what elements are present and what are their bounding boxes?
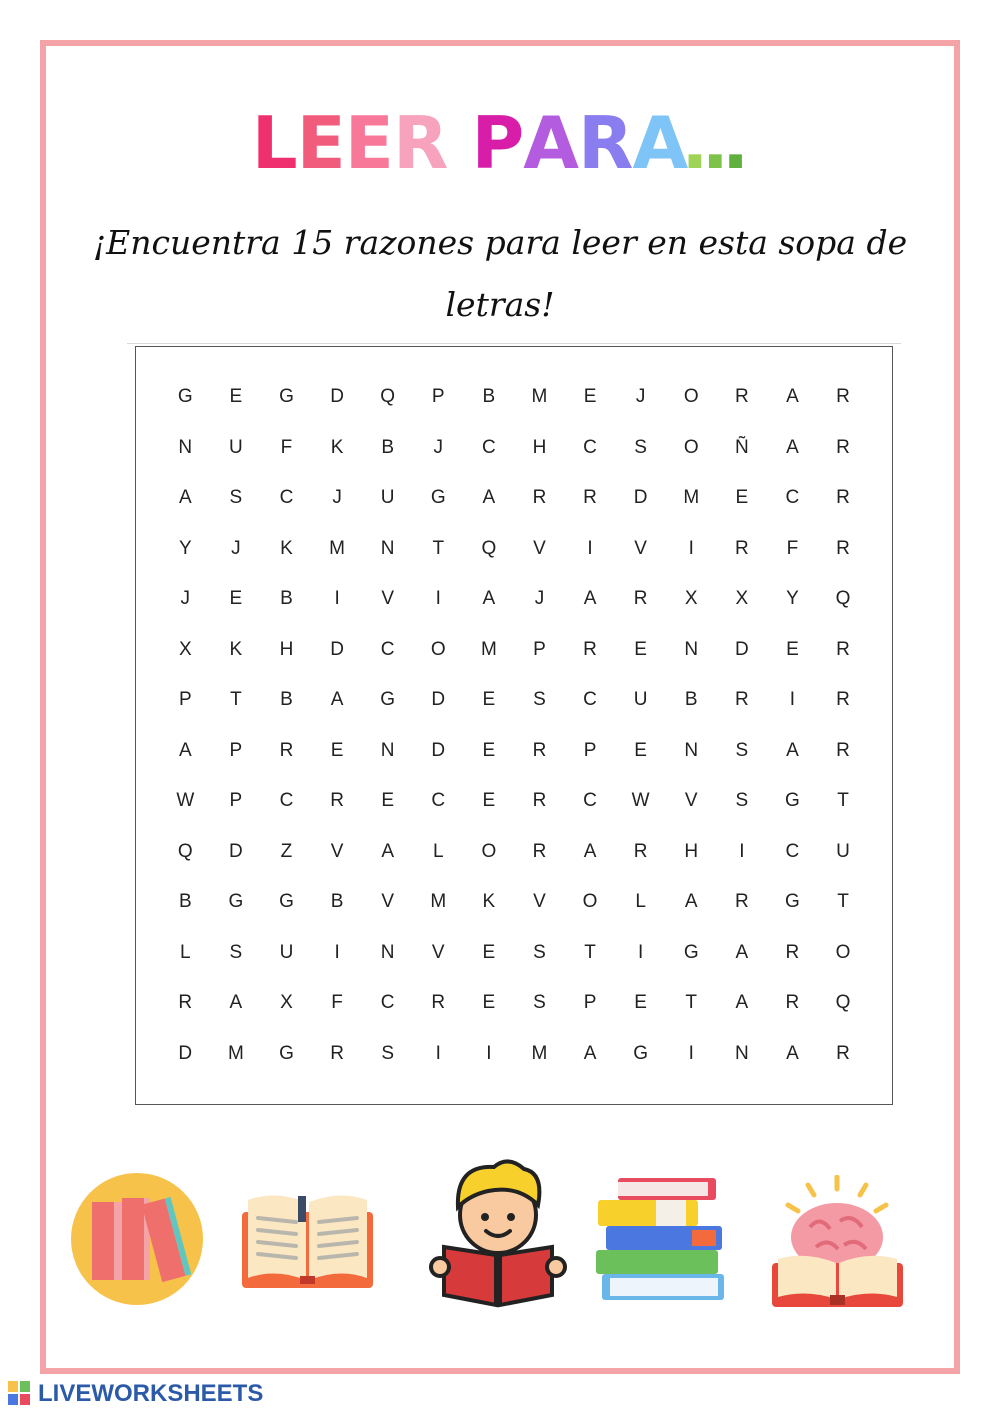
grid-cell[interactable]: G bbox=[228, 891, 244, 912]
grid-cell[interactable]: R bbox=[532, 840, 547, 862]
grid-cell[interactable]: B bbox=[684, 689, 698, 710]
grid-cell[interactable]: D bbox=[330, 386, 344, 407]
grid-cell[interactable]: A bbox=[381, 840, 395, 862]
grid-cell[interactable]: C bbox=[481, 436, 496, 458]
brain-book-icon bbox=[770, 1175, 905, 1310]
title-letter: R bbox=[392, 101, 448, 185]
grid-cell[interactable]: A bbox=[786, 436, 799, 458]
grid-cell[interactable]: N bbox=[684, 739, 699, 761]
grid-cell[interactable]: J bbox=[635, 386, 646, 407]
grid-cell[interactable]: S bbox=[381, 1042, 395, 1064]
grid-cell[interactable]: C bbox=[785, 840, 800, 862]
grid-cell[interactable]: I bbox=[789, 689, 796, 710]
grid-cell[interactable]: M bbox=[430, 891, 447, 912]
grid-cell[interactable]: C bbox=[583, 436, 597, 458]
grid-cell[interactable]: J bbox=[180, 588, 191, 609]
grid-cell[interactable]: C bbox=[380, 992, 395, 1013]
grid-cell[interactable]: C bbox=[279, 790, 294, 811]
grid-cell[interactable]: R bbox=[633, 840, 648, 862]
grid-cell[interactable]: W bbox=[631, 790, 650, 811]
grid-cell[interactable]: A bbox=[330, 689, 344, 710]
grid-cell[interactable]: N bbox=[734, 1042, 749, 1064]
grid-cell[interactable]: U bbox=[279, 941, 294, 963]
grid-cell[interactable]: U bbox=[836, 840, 850, 862]
grid-cell[interactable]: T bbox=[432, 537, 445, 559]
grid-cell[interactable]: T bbox=[230, 689, 242, 710]
word-search-grid bbox=[160, 372, 868, 1079]
grid-cell[interactable]: K bbox=[280, 537, 293, 559]
grid-cell[interactable]: G bbox=[279, 891, 294, 912]
grid-cell[interactable]: P bbox=[178, 689, 192, 710]
grid-cell[interactable]: O bbox=[430, 638, 446, 660]
grid-cell[interactable]: V bbox=[431, 941, 445, 963]
grid-cell[interactable]: P bbox=[431, 386, 445, 407]
grid-cell[interactable]: O bbox=[683, 436, 699, 458]
grid-cell[interactable]: E bbox=[786, 638, 799, 660]
footer-brand-text: LIVEWORKSHEETS bbox=[38, 1380, 264, 1407]
grid-cell[interactable]: D bbox=[633, 487, 648, 508]
grid-cell[interactable]: O bbox=[582, 891, 598, 912]
grid-cell[interactable]: A bbox=[482, 588, 496, 609]
grid-cell[interactable]: A bbox=[684, 891, 698, 912]
title-letter: . bbox=[681, 101, 708, 185]
grid-cell[interactable]: A bbox=[735, 941, 749, 963]
page-title bbox=[0, 100, 1000, 186]
grid-cell[interactable]: P bbox=[583, 739, 597, 761]
grid-cell[interactable]: E bbox=[381, 790, 395, 811]
grid-cell[interactable]: S bbox=[533, 992, 546, 1013]
grid-cell[interactable]: R bbox=[330, 790, 344, 811]
grid-cell[interactable]: D bbox=[229, 840, 243, 862]
grid-cell[interactable]: A bbox=[482, 487, 496, 508]
grid-cell[interactable]: L bbox=[635, 891, 646, 912]
grid-cell[interactable]: G bbox=[279, 386, 294, 407]
grid-cell[interactable]: B bbox=[482, 386, 496, 407]
grid-cell[interactable]: I bbox=[739, 840, 745, 862]
grid-cell[interactable]: E bbox=[229, 588, 243, 609]
grid-cell[interactable]: G bbox=[380, 689, 396, 710]
grid-cell[interactable]: V bbox=[533, 891, 546, 912]
grid-cell[interactable]: I bbox=[688, 537, 694, 559]
grid-cell[interactable]: V bbox=[634, 537, 647, 559]
grid-cell[interactable]: E bbox=[634, 739, 647, 761]
grid-cell[interactable]: C bbox=[785, 487, 800, 508]
grid-cell[interactable]: A bbox=[583, 1042, 597, 1064]
grid-cell[interactable]: B bbox=[381, 436, 395, 458]
grid-cell[interactable]: T bbox=[685, 992, 698, 1013]
grid-cell[interactable]: Ñ bbox=[734, 436, 749, 458]
grid-cell[interactable]: S bbox=[533, 689, 546, 710]
grid-cell[interactable]: O bbox=[683, 386, 699, 407]
grid-cell[interactable]: V bbox=[381, 891, 395, 912]
grid-cell[interactable]: L bbox=[432, 840, 444, 862]
grid-cell[interactable]: E bbox=[634, 638, 647, 660]
grid-cell[interactable]: S bbox=[229, 941, 243, 963]
grid-cell[interactable]: A bbox=[735, 992, 749, 1013]
grid-cell[interactable]: E bbox=[330, 739, 344, 761]
grid-cell[interactable]: Q bbox=[177, 840, 193, 862]
grid-cell[interactable]: E bbox=[482, 941, 496, 963]
title-letter: E bbox=[296, 101, 345, 185]
grid-cell[interactable]: Q bbox=[835, 588, 851, 609]
grid-cell[interactable]: V bbox=[330, 840, 344, 862]
grid-cell[interactable]: R bbox=[532, 487, 547, 508]
grid-cell[interactable]: F bbox=[331, 992, 343, 1013]
grid-cell[interactable]: G bbox=[430, 487, 446, 508]
grid-cell[interactable]: G bbox=[633, 1042, 649, 1064]
grid-cell[interactable]: R bbox=[532, 790, 547, 811]
grid-cell[interactable]: V bbox=[684, 790, 698, 811]
grid-cell[interactable]: E bbox=[482, 689, 496, 710]
grid-cell[interactable]: I bbox=[638, 941, 644, 963]
title-letter: L bbox=[251, 101, 297, 185]
grid-cell[interactable]: R bbox=[583, 487, 597, 508]
books-circle-icon bbox=[70, 1172, 204, 1306]
grid-cell[interactable]: F bbox=[786, 537, 799, 559]
grid-cell[interactable]: E bbox=[735, 487, 749, 508]
grid-cell[interactable]: E bbox=[482, 790, 496, 811]
grid-cell[interactable]: I bbox=[334, 588, 340, 609]
grid-cell[interactable]: J bbox=[231, 537, 241, 559]
title-letter: . bbox=[721, 101, 749, 185]
grid-cell[interactable]: O bbox=[835, 941, 851, 963]
grid-cell[interactable]: I bbox=[486, 1042, 492, 1064]
divider bbox=[127, 343, 901, 344]
grid-cell[interactable]: O bbox=[481, 840, 497, 862]
grid-cell[interactable]: H bbox=[532, 436, 547, 458]
open-book-icon bbox=[240, 1188, 375, 1290]
grid-cell[interactable]: E bbox=[482, 992, 496, 1013]
grid-cell[interactable]: H bbox=[279, 638, 294, 660]
grid-cell[interactable]: X bbox=[178, 638, 192, 660]
grid-cell[interactable]: N bbox=[380, 941, 395, 963]
grid-cell[interactable]: M bbox=[227, 1042, 244, 1064]
grid-cell[interactable]: R bbox=[279, 739, 294, 761]
grid-cell[interactable]: R bbox=[734, 386, 749, 407]
grid-cell[interactable]: Y bbox=[786, 588, 799, 609]
grid-cell[interactable]: U bbox=[229, 436, 243, 458]
grid-cell[interactable]: B bbox=[280, 689, 293, 710]
grid-cell[interactable]: R bbox=[431, 992, 446, 1013]
grid-cell[interactable]: K bbox=[330, 436, 344, 458]
grid-cell[interactable]: I bbox=[334, 941, 340, 963]
grid-cell[interactable]: E bbox=[229, 386, 243, 407]
grid-cell[interactable]: G bbox=[785, 891, 800, 912]
grid-cell[interactable]: J bbox=[534, 588, 545, 609]
grid-cell[interactable]: D bbox=[431, 739, 446, 761]
grid-cell[interactable]: Q bbox=[835, 992, 851, 1013]
liveworksheets-logo-icon bbox=[8, 1381, 32, 1407]
title-letter: P bbox=[471, 101, 524, 185]
grid-cell[interactable]: N bbox=[684, 638, 699, 660]
grid-cell[interactable]: R bbox=[734, 537, 749, 559]
grid-cell[interactable]: E bbox=[583, 386, 597, 407]
title-letter: R bbox=[578, 101, 633, 185]
grid-cell[interactable]: P bbox=[229, 739, 243, 761]
grid-cell[interactable]: Q bbox=[380, 386, 396, 407]
grid-cell[interactable]: T bbox=[837, 891, 849, 912]
grid-cell[interactable]: R bbox=[785, 941, 800, 963]
grid-cell[interactable]: Z bbox=[280, 840, 293, 862]
grid-cell[interactable]: I bbox=[688, 1042, 694, 1064]
grid-cell[interactable]: P bbox=[229, 790, 243, 811]
title-letter: A bbox=[523, 101, 579, 185]
grid-cell[interactable]: V bbox=[381, 588, 395, 609]
grid-cell[interactable]: R bbox=[836, 638, 850, 660]
grid-cell[interactable]: C bbox=[431, 790, 446, 811]
grid-cell[interactable]: G bbox=[177, 386, 193, 407]
grid-cell[interactable]: S bbox=[735, 739, 749, 761]
grid-cell[interactable]: B bbox=[330, 891, 344, 912]
grid-cell[interactable]: R bbox=[583, 638, 597, 660]
title-letter: E bbox=[344, 101, 393, 185]
grid-cell[interactable]: S bbox=[229, 487, 243, 508]
grid-cell[interactable]: G bbox=[279, 1042, 294, 1064]
title-letter bbox=[447, 100, 471, 186]
grid-cell[interactable]: U bbox=[633, 689, 648, 710]
grid-cell[interactable]: T bbox=[584, 941, 596, 963]
grid-cell[interactable]: G bbox=[785, 790, 800, 811]
grid-cell[interactable]: A bbox=[786, 739, 799, 761]
grid-cell[interactable]: H bbox=[684, 840, 699, 862]
grid-cell[interactable]: R bbox=[734, 891, 749, 912]
grid-cell[interactable]: R bbox=[836, 537, 850, 559]
title-letter: A bbox=[632, 101, 688, 185]
grid-cell[interactable]: R bbox=[532, 739, 547, 761]
grid-cell[interactable]: C bbox=[583, 790, 597, 811]
grid-cell[interactable]: W bbox=[176, 790, 195, 811]
grid-cell[interactable]: S bbox=[634, 436, 647, 458]
grid-cell[interactable]: P bbox=[533, 638, 546, 660]
footer-brand bbox=[8, 1378, 263, 1410]
grid-cell[interactable]: R bbox=[836, 739, 850, 761]
grid-cell[interactable]: A bbox=[583, 840, 597, 862]
grid-cell[interactable]: R bbox=[734, 689, 749, 710]
grid-cell[interactable]: C bbox=[583, 689, 597, 710]
grid-cell[interactable]: B bbox=[178, 891, 192, 912]
grid-cell[interactable]: A bbox=[786, 386, 799, 407]
grid-cell[interactable]: R bbox=[330, 1042, 344, 1064]
grid-cell[interactable]: P bbox=[583, 992, 597, 1013]
grid-cell[interactable]: C bbox=[380, 638, 395, 660]
grid-cell[interactable]: Q bbox=[481, 537, 497, 559]
grid-cell[interactable]: K bbox=[482, 891, 496, 912]
book-stack-icon bbox=[596, 1174, 726, 1304]
grid-cell[interactable]: I bbox=[435, 1042, 441, 1064]
grid-cell[interactable]: T bbox=[837, 790, 849, 811]
grid-cell[interactable]: M bbox=[480, 638, 497, 660]
grid-cell[interactable]: X bbox=[280, 992, 293, 1013]
grid-cell[interactable]: M bbox=[683, 487, 700, 508]
grid-cell[interactable]: R bbox=[836, 487, 850, 508]
instructions: ¡Encuentra 15 razones para leer en esta sopa de letras! bbox=[92, 223, 908, 324]
illustrations bbox=[0, 1150, 1000, 1320]
grid-cell[interactable]: R bbox=[836, 436, 850, 458]
grid-cell[interactable]: M bbox=[329, 537, 345, 559]
grid-cell[interactable]: R bbox=[836, 689, 850, 710]
grid-cell[interactable]: E bbox=[634, 992, 647, 1013]
grid-cell[interactable]: R bbox=[785, 992, 800, 1013]
grid-cell[interactable]: A bbox=[786, 1042, 799, 1064]
grid-cell[interactable]: L bbox=[180, 941, 191, 963]
grid-cell[interactable]: D bbox=[431, 689, 446, 710]
grid-cell[interactable]: J bbox=[433, 436, 444, 458]
grid-cell[interactable]: N bbox=[178, 436, 193, 458]
grid-cell[interactable]: A bbox=[178, 487, 192, 508]
grid-cell[interactable]: C bbox=[279, 487, 294, 508]
grid-cell[interactable]: R bbox=[633, 588, 648, 609]
grid-cell[interactable]: R bbox=[836, 1042, 850, 1064]
grid-cell[interactable]: A bbox=[229, 992, 243, 1013]
grid-cell[interactable]: V bbox=[533, 537, 546, 559]
child-reading-icon bbox=[428, 1155, 568, 1310]
grid-cell[interactable]: A bbox=[583, 588, 597, 609]
grid-cell[interactable]: I bbox=[435, 588, 441, 609]
grid-cell[interactable]: B bbox=[280, 588, 293, 609]
grid-cell[interactable]: S bbox=[735, 790, 749, 811]
grid-cell[interactable]: Y bbox=[178, 537, 192, 559]
grid-cell[interactable]: S bbox=[533, 941, 546, 963]
grid-cell[interactable]: D bbox=[734, 638, 749, 660]
grid-cell[interactable]: M bbox=[531, 1042, 548, 1064]
grid-cell[interactable]: N bbox=[380, 537, 395, 559]
grid-cell[interactable]: R bbox=[836, 386, 850, 407]
grid-cell[interactable]: K bbox=[229, 638, 243, 660]
grid-cell[interactable]: F bbox=[280, 436, 293, 458]
title-letter: . bbox=[701, 101, 728, 185]
grid-cell[interactable]: G bbox=[683, 941, 699, 963]
grid-cell[interactable]: A bbox=[178, 739, 192, 761]
grid-cell[interactable]: E bbox=[482, 739, 496, 761]
grid-cell[interactable]: I bbox=[587, 537, 593, 559]
grid-cell[interactable]: D bbox=[178, 1042, 193, 1064]
grid-cell[interactable]: N bbox=[380, 739, 395, 761]
grid-cell[interactable]: M bbox=[531, 386, 548, 407]
grid-cell[interactable]: U bbox=[380, 487, 395, 508]
grid-cell[interactable]: D bbox=[330, 638, 344, 660]
grid-cell[interactable]: X bbox=[684, 588, 698, 609]
grid-cell[interactable]: X bbox=[735, 588, 749, 609]
grid-cell[interactable]: R bbox=[178, 992, 193, 1013]
grid-cell[interactable]: J bbox=[332, 487, 342, 508]
